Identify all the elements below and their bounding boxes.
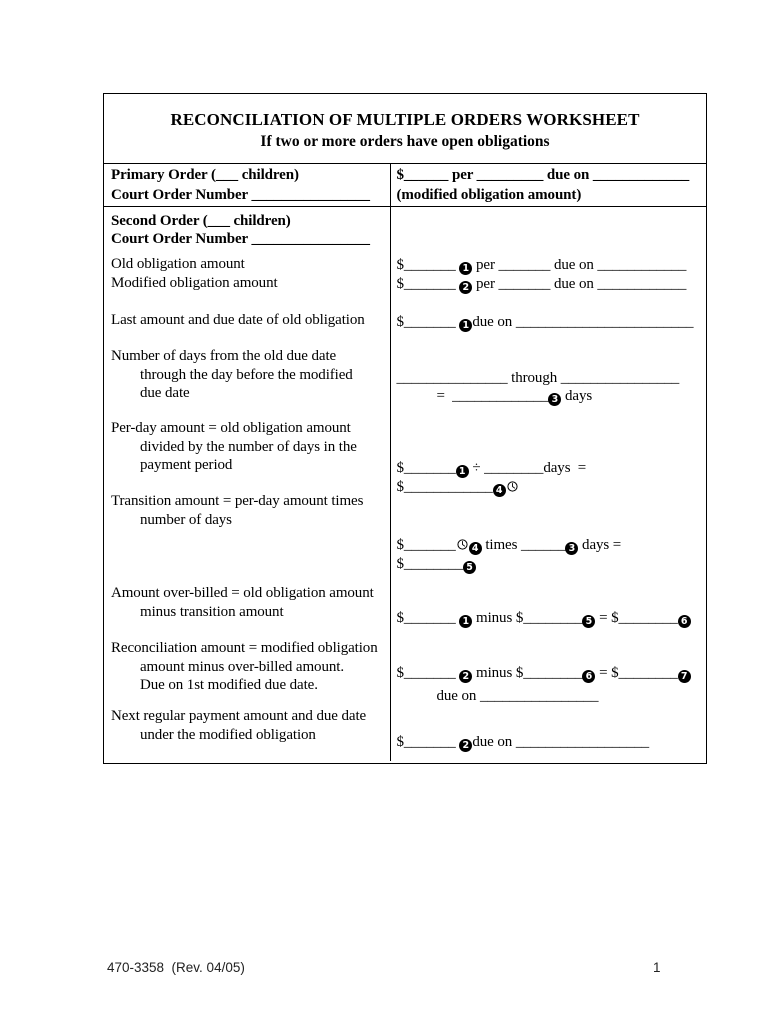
form-line: Last amount and due date of old obligation [111,312,365,329]
form-paragraph [397,664,707,706]
labels-column [104,207,391,762]
step-1-badge: 1 [459,615,472,628]
form-line: Old obligation amount [111,256,245,273]
form-paragraph [397,369,707,406]
form-line: Amount over-billed = old obligation amount [111,585,374,602]
primary-amount-line: $______ per _________ due on _____________ [396,167,690,183]
form-paragraph [397,459,707,497]
form-line: through the day before the modified [140,366,353,383]
form-line: amount minus over-billed amount. [140,658,344,675]
footer-form-number: 470-3358 (Rev. 04/05) [107,960,245,975]
step-7-badge: 7 [678,670,691,683]
step-5-badge: 5 [463,561,476,574]
form-paragraph [111,347,390,402]
step-1-badge: 1 [459,262,472,275]
form-line: Number of days from the old due date [111,348,337,365]
form-paragraph [111,212,390,249]
form-paragraph [111,584,390,621]
step-3-badge: 3 [548,393,561,406]
primary-order-amount-cell [391,164,707,206]
primary-order-title: Primary Order (___ children) [111,167,299,183]
form-paragraph [397,536,707,574]
primary-order-label-cell [104,164,391,206]
form-line: $____________ 4 [397,478,707,497]
primary-order-row [104,164,706,207]
form-paragraph [111,311,390,329]
step-6-badge: 6 [678,615,691,628]
form-line: Modified obligation amount [111,274,278,291]
form-line: Transition amount = per-day amount times [111,493,364,510]
clock-icon [457,539,468,550]
form-subtitle: If two or more orders have open obligations [260,133,550,150]
form-title: RECONCILIATION OF MULTIPLE ORDERS WORKSHEET [170,110,640,129]
form-line: Per-day amount = old obligation amount [111,420,351,437]
form-line: Court Order Number ________________ [111,230,370,247]
form-line: = _____________ 3 days [436,387,593,405]
form-line: $_______ 1 due on ________________________ [396,313,694,331]
form-paragraph [111,492,390,529]
worksheet-form [103,93,707,764]
step-1-badge: 1 [459,319,472,332]
entries-column [391,207,707,762]
form-line: _______________ through ________________ [396,369,680,386]
footer-page-number: 1 [653,960,661,975]
form-line: $_______ 2 per _______ due on ____________ [396,275,687,293]
form-paragraph [397,313,707,332]
form-line: divided by the number of days in the [140,438,357,455]
clock-icon [507,481,518,492]
form-line: $_______ 1 minus $________ 5 = $________ 6 [397,609,707,628]
step-1-badge: 1 [456,465,469,478]
form-line: payment period [140,457,233,474]
form-line: $________ 5 [397,555,707,574]
form-line: Next regular payment amount and due date [111,708,367,725]
form-paragraph [397,256,707,294]
form-paragraph [111,419,390,474]
form-line: $_______ 4 times ______ 3 days = [396,536,622,554]
form-line: due date [140,385,190,402]
form-line: Second Order (___ children) [111,212,291,229]
form-header [104,94,706,164]
form-paragraph [111,707,390,744]
form-paragraph [397,609,707,628]
form-paragraph [111,255,390,292]
form-line: $_______ 2 minus $________ 6 = $________ 7 [397,664,707,683]
form-line: $_______ 1 ÷ ________days = [396,460,587,478]
step-6-badge: 6 [582,670,595,683]
step-2-badge: 2 [459,739,472,752]
step-2-badge: 2 [459,670,472,683]
form-paragraph [397,733,707,752]
form-line: Due on 1st modified due date. [140,676,318,693]
form-line: minus transition amount [140,603,284,620]
form-line: Reconciliation amount = modified obligation [111,640,378,657]
step-4-badge: 4 [493,484,506,497]
form-line: $_______ 2 due on __________________ [396,734,650,752]
form-line: under the modified obligation [140,726,316,743]
step-2-badge: 2 [459,281,472,294]
form-line: $_______ 1 per _______ due on ____________ [396,256,687,274]
primary-court-order-number: Court Order Number ________________ [111,186,370,203]
step-4-badge: 4 [469,542,482,555]
form-line: due on ________________ [436,688,599,705]
primary-amount-caption: (modified obligation amount) [396,186,582,203]
step-3-badge: 3 [565,542,578,555]
form-line: number of days [140,511,232,528]
form-paragraph [111,639,390,694]
step-5-badge: 5 [582,615,595,628]
worksheet-body-row [104,207,706,762]
